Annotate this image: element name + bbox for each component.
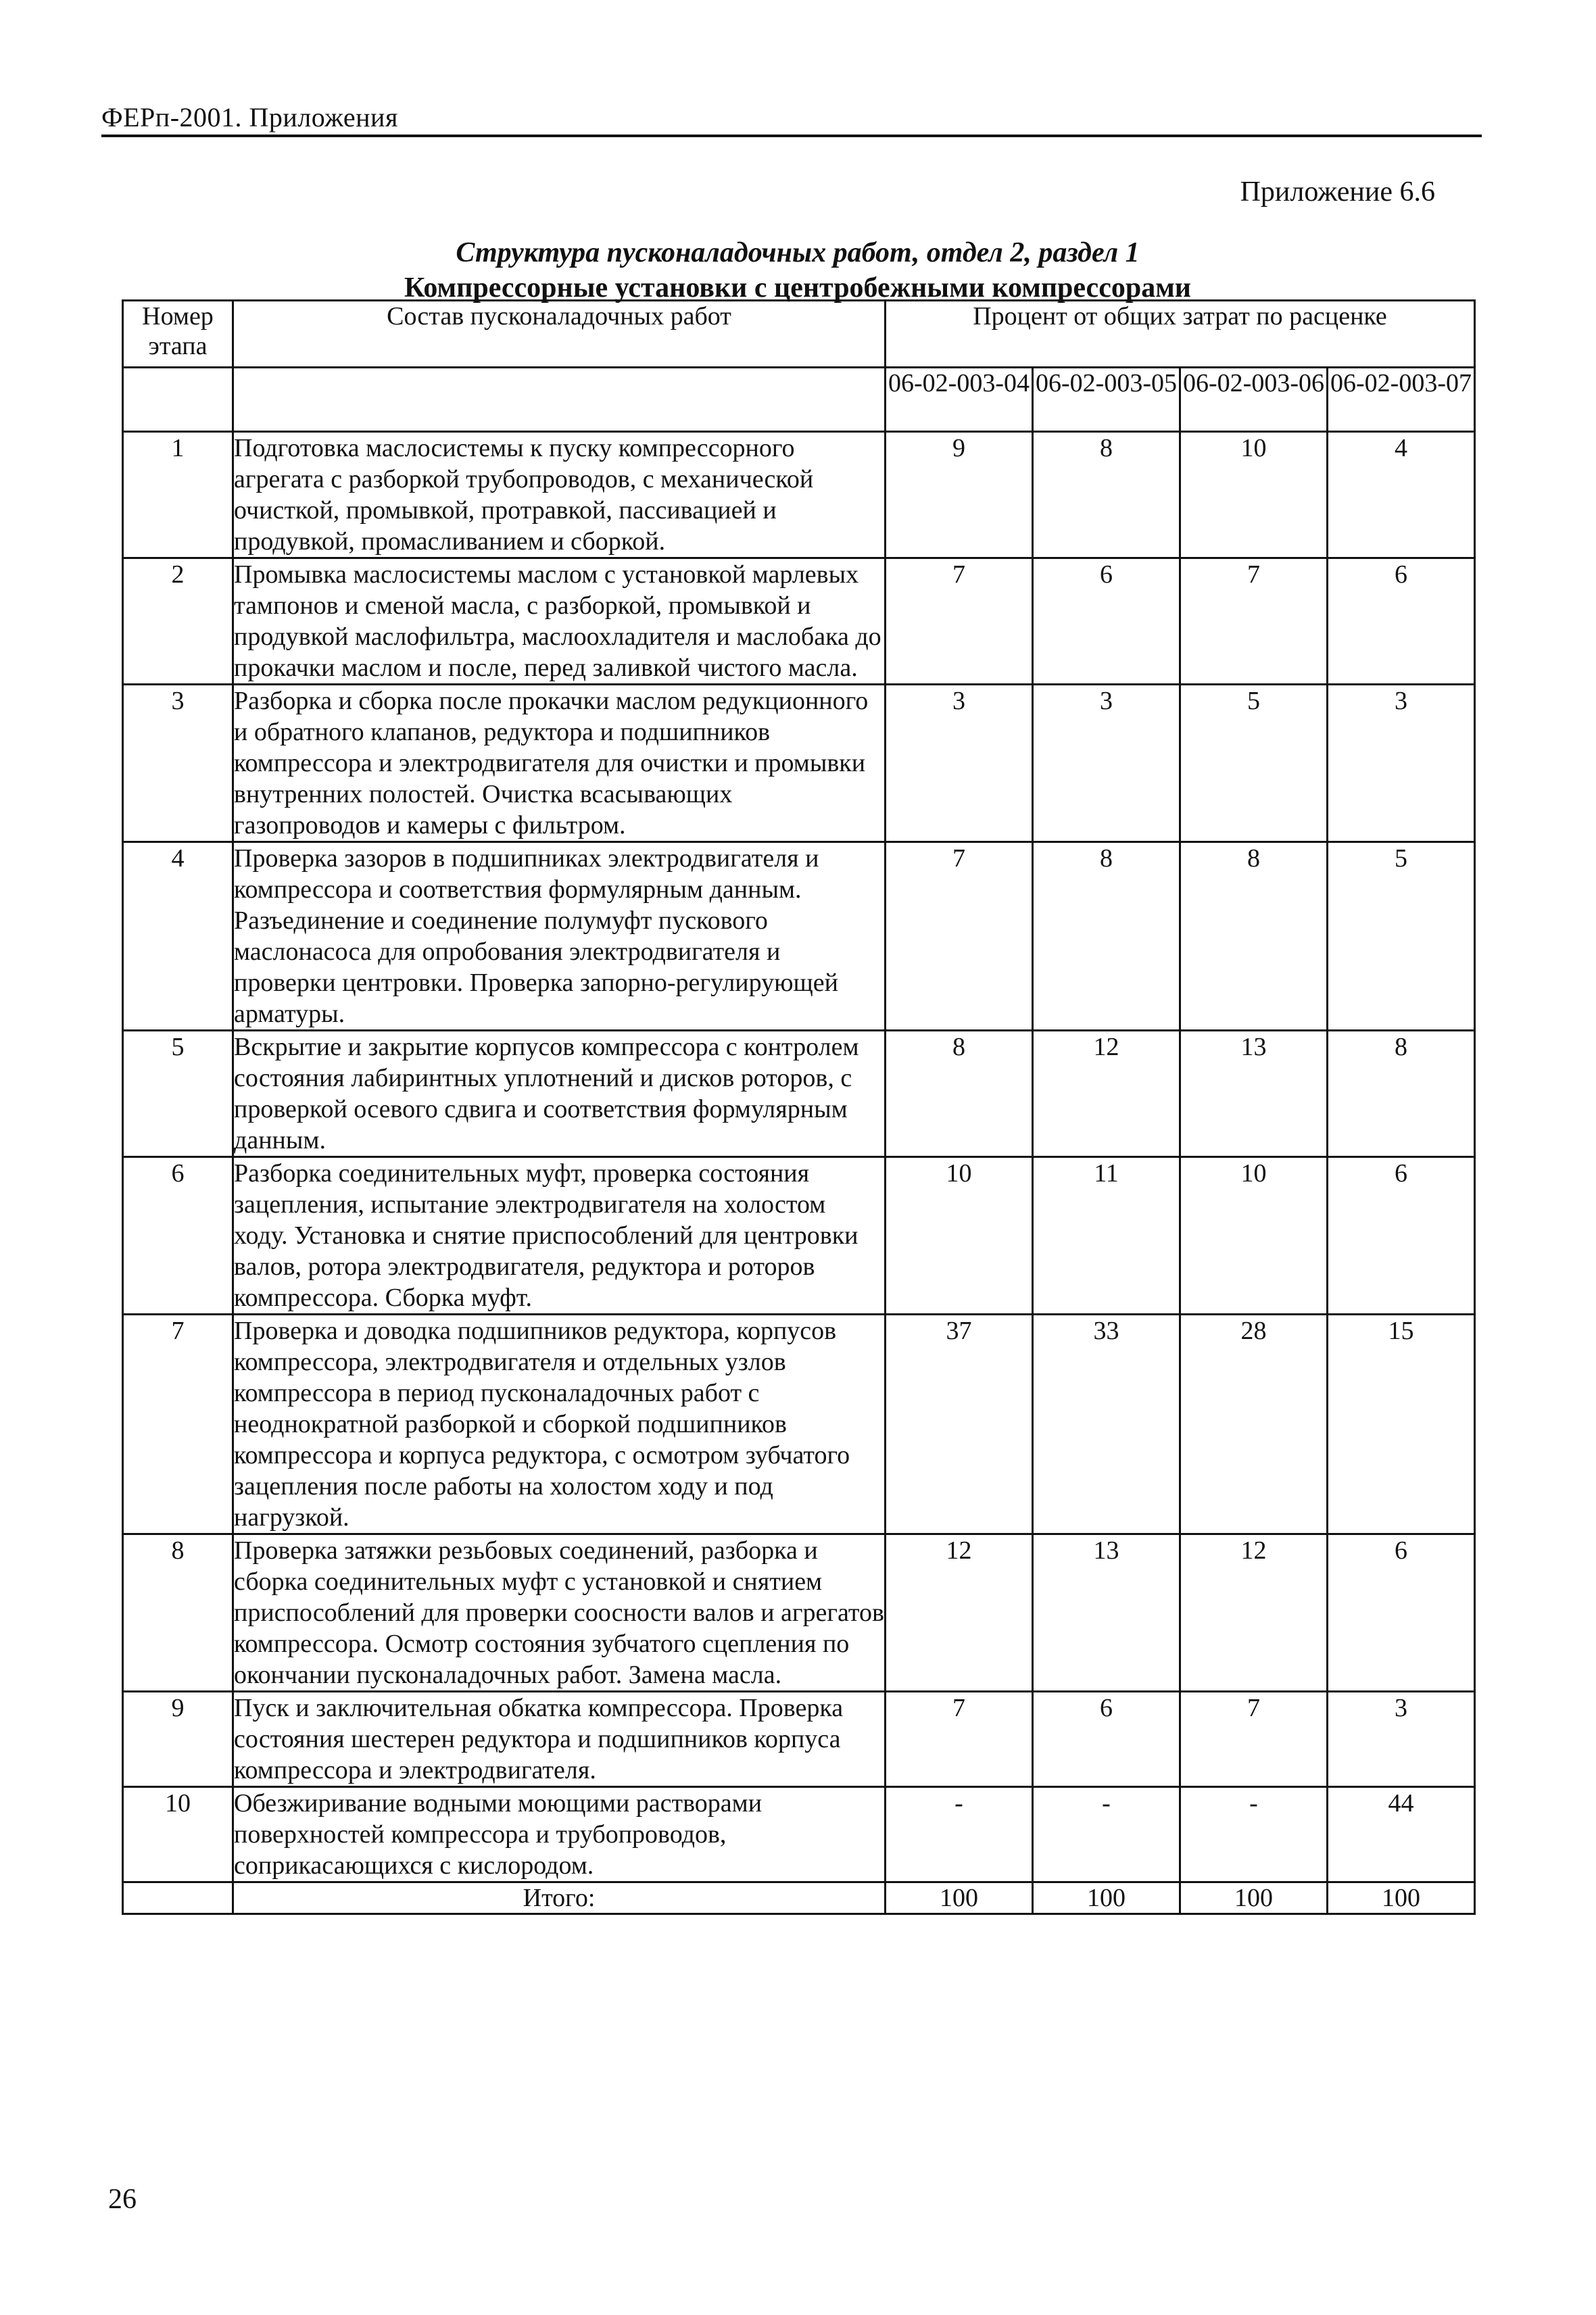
stage-description: Проверка затяжки резьбовых соединений, разборка и сборка соединительных муфт с установкой и снятием приспособлений для проверки соосности валов и агрегатов компрессора. Осмотр состояния зубчатого сцепления по окончании пусконаладочных работ. Замена масла. (233, 1534, 886, 1692)
total-label: Итого: (233, 1882, 886, 1914)
stage-description: Разборка соединительных муфт, проверка состояния зацепления, испытание электродвигателя на холостом ходу. Установка и снятие приспособлений для центровки валов, ротора электродвигателя, редуктора и роторов компрессора. Сборка муфт. (233, 1157, 886, 1315)
table-title: Структура пусконаладочных работ, отдел 2, раздел 1 (456, 237, 1140, 268)
table-row (123, 1157, 1475, 1315)
table-row (123, 685, 1475, 842)
stage-value: 7 (1180, 1692, 1328, 1787)
header-rule (101, 135, 1482, 137)
table-row (123, 1315, 1475, 1534)
table-header-row (123, 301, 1475, 368)
stage-description: Обезжиривание водными моющими растворами поверхностей компрессора и трубопроводов, соприкасающихся с кислородом. (233, 1787, 886, 1882)
table-row (123, 558, 1475, 685)
stage-number: 6 (123, 1157, 233, 1315)
stage-value: 12 (1033, 1031, 1180, 1157)
stage-value: 13 (1180, 1031, 1328, 1157)
header-empty-number (123, 368, 233, 432)
stage-value: 3 (886, 685, 1033, 842)
stage-value: 3 (1328, 1692, 1475, 1787)
stage-value: 10 (886, 1157, 1033, 1315)
stage-value: 10 (1180, 432, 1328, 558)
appendix-label: Приложение 6.6 (1240, 176, 1435, 208)
stage-value: 6 (1033, 1692, 1180, 1787)
header-empty-composition (233, 368, 886, 432)
stage-value: - (1180, 1787, 1328, 1882)
stage-value: 3 (1033, 685, 1180, 842)
stage-value: 33 (1033, 1315, 1180, 1534)
stage-value: 12 (1180, 1534, 1328, 1692)
stage-number: 8 (123, 1534, 233, 1692)
stage-value: 6 (1328, 1534, 1475, 1692)
stage-value: 9 (886, 432, 1033, 558)
header-percent: Процент от общих затрат по расценке (886, 301, 1475, 368)
stage-value: 5 (1180, 685, 1328, 842)
stage-value: 7 (886, 1692, 1033, 1787)
total-value: 100 (1180, 1882, 1328, 1914)
stage-number: 2 (123, 558, 233, 685)
stage-value: 5 (1328, 842, 1475, 1031)
stage-value: 12 (886, 1534, 1033, 1692)
stage-value: 7 (886, 558, 1033, 685)
table-row (123, 1031, 1475, 1157)
table-subtitle-text: Компрессорные установки с центробежными компрессорами (404, 272, 1192, 303)
stage-value: 8 (1033, 432, 1180, 558)
stage-value: 13 (1033, 1534, 1180, 1692)
stage-value: 8 (1328, 1031, 1475, 1157)
stage-value: 3 (1328, 685, 1475, 842)
table-row (123, 842, 1475, 1031)
stage-value: 6 (1328, 558, 1475, 685)
stage-number: 7 (123, 1315, 233, 1534)
stage-number: 9 (123, 1692, 233, 1787)
stage-value: 8 (1033, 842, 1180, 1031)
stage-value: 28 (1180, 1315, 1328, 1534)
total-empty-cell (123, 1882, 233, 1914)
stage-description: Подготовка маслосистемы к пуску компрессорного агрегата с разборкой трубопроводов, с механической очисткой, промывкой, протравкой, пассивацией и продувкой, промасливанием и сборкой. (233, 432, 886, 558)
stage-description: Промывка маслосистемы маслом с установкой марлевых тампонов и сменой масла, с разборкой, промывкой и продувкой маслофильтра, маслоохладителя и маслобака до прокачки маслом и после, перед заливкой чистого масла. (233, 558, 886, 685)
stage-value: - (1033, 1787, 1180, 1882)
table-code-row (123, 368, 1475, 432)
stage-value: 10 (1180, 1157, 1328, 1315)
running-title: ФЕРп-2001. Приложения (101, 102, 398, 132)
stage-number: 10 (123, 1787, 233, 1882)
stage-value: 8 (1180, 842, 1328, 1031)
table-row (123, 1534, 1475, 1692)
stage-value: 44 (1328, 1787, 1475, 1882)
header-code: 06-02-003-07 (1328, 368, 1475, 432)
stage-value: 6 (1033, 558, 1180, 685)
table-row (123, 1787, 1475, 1882)
total-value: 100 (1328, 1882, 1475, 1914)
stage-number: 3 (123, 685, 233, 842)
stage-value: 37 (886, 1315, 1033, 1534)
stage-description: Проверка зазоров в подшипниках электродвигателя и компрессора и соответствия формулярным данным. Разъединение и соединение полумуфт пускового маслонасоса для опробования электродвигателя и проверки центровки. Проверка запорно-регулирующей арматуры. (233, 842, 886, 1031)
stage-number: 5 (123, 1031, 233, 1157)
stage-value: 4 (1328, 432, 1475, 558)
table-row (123, 1692, 1475, 1787)
stage-number: 4 (123, 842, 233, 1031)
header-code: 06-02-003-06 (1180, 368, 1328, 432)
stage-description: Разборка и сборка после прокачки маслом редукционного и обратного клапанов, редуктора и подшипников компрессора и электродвигателя для очистки и промывки внутренних полостей. Очистка всасывающих газопроводов и камеры с фильтром. (233, 685, 886, 842)
stage-description: Пуск и заключительная обкатка компрессора. Проверка состояния шестерен редуктора и подшипников корпуса компрессора и электродвигателя. (233, 1692, 886, 1787)
stage-value: 6 (1328, 1157, 1475, 1315)
stage-value: 7 (1180, 558, 1328, 685)
header-number: Номер этапа (123, 301, 233, 368)
stage-value: 7 (886, 842, 1033, 1031)
total-value: 100 (1033, 1882, 1180, 1914)
header-code: 06-02-003-04 (886, 368, 1033, 432)
stage-value: 11 (1033, 1157, 1180, 1315)
total-row (123, 1882, 1475, 1914)
page-number: 26 (108, 2184, 137, 2215)
header-composition: Состав пусконаладочных работ (233, 301, 886, 368)
table-row (123, 432, 1475, 558)
stage-value: - (886, 1787, 1033, 1882)
stage-description: Вскрытие и закрытие корпусов компрессора с контролем состояния лабиринтных уплотнений и дисков роторов, с проверкой осевого сдвига и соответствия формулярным данным. (233, 1031, 886, 1157)
header-code: 06-02-003-05 (1033, 368, 1180, 432)
stage-value: 8 (886, 1031, 1033, 1157)
works-structure-table (122, 299, 1476, 1915)
stage-description: Проверка и доводка подшипников редуктора, корпусов компрессора, электродвигателя и отдельных узлов компрессора в период пусконаладочных работ с неоднократной разборкой и сборкой подшипников компрессора и корпуса редуктора, с осмотром зубчатого зацепления после работы на холостом ходу и под нагрузкой. (233, 1315, 886, 1534)
total-value: 100 (886, 1882, 1033, 1914)
stage-number: 1 (123, 432, 233, 558)
stage-value: 15 (1328, 1315, 1475, 1534)
